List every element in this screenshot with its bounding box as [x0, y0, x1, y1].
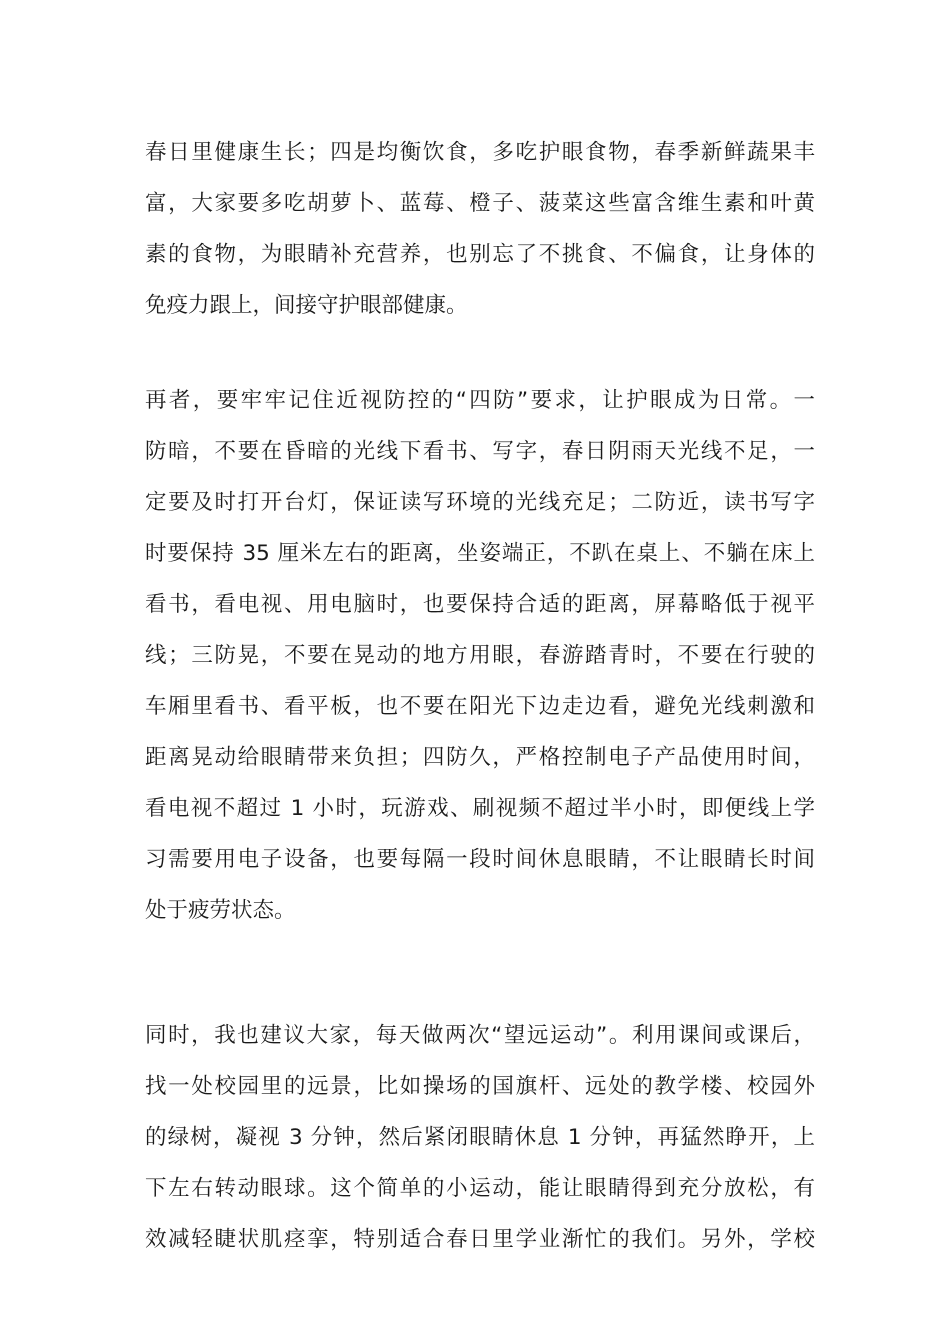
text-line: 素的食物，为眼睛补充营养，也别忘了不挑食、不偏食，让身体的	[145, 242, 815, 267]
text-line: 效减轻睫状肌痉挛，特别适合春日里学业渐忙的我们。另外，学校	[145, 1227, 815, 1252]
text-line: 下左右转动眼球。这个简单的小运动，能让眼睛得到充分放松，有	[145, 1176, 815, 1201]
text-line: 距离晃动给眼睛带来负担；四防久，严格控制电子产品使用时间，	[145, 745, 815, 770]
text-line: 看书，看电视、用电脑时，也要保持合适的距离，屏幕略低于视平	[145, 592, 815, 617]
text-line: 的绿树，凝视 3 分钟，然后紧闭眼睛休息 1 分钟，再猛然睁开，上	[145, 1125, 815, 1150]
text-line: 车厢里看书、看平板，也不要在阳光下边走边看，避免光线刺激和	[145, 694, 815, 719]
text-line: 时要保持 35 厘米左右的距离，坐姿端正，不趴在桌上、不躺在床上	[145, 541, 815, 566]
text-line: 春日里健康生长；四是均衡饮食，多吃护眼食物，春季新鲜蔬果丰	[145, 140, 815, 165]
paragraph-four-preventions	[145, 375, 815, 936]
text-line: 免疫力跟上，间接守护眼部健康。	[145, 293, 468, 318]
text-line: 处于疲劳状态。	[145, 898, 296, 923]
paragraph-distance-exercise	[145, 1010, 815, 1265]
paragraph-balanced-diet	[145, 127, 815, 331]
text-line: 定要及时打开台灯，保证读写环境的光线充足；二防近，读书写字	[145, 490, 815, 515]
text-line: 同时，我也建议大家，每天做两次“望远运动”。利用课间或课后，	[145, 1023, 815, 1048]
text-line: 线；三防晃，不要在晃动的地方用眼，春游踏青时，不要在行驶的	[145, 643, 815, 668]
text-line: 找一处校园里的远景，比如操场的国旗杆、远处的教学楼、校园外	[145, 1074, 815, 1099]
text-line: 再者，要牢牢记住近视防控的“四防”要求，让护眼成为日常。一	[145, 388, 815, 413]
text-line: 防暗，不要在昏暗的光线下看书、写字，春日阴雨天光线不足，一	[145, 439, 815, 464]
text-line: 习需要用电子设备，也要每隔一段时间休息眼睛，不让眼睛长时间	[145, 847, 815, 872]
text-line: 看电视不超过 1 小时，玩游戏、刷视频不超过半小时，即便线上学	[145, 796, 815, 821]
text-line: 富，大家要多吃胡萝卜、蓝莓、橙子、菠菜这些富含维生素和叶黄	[145, 191, 815, 216]
